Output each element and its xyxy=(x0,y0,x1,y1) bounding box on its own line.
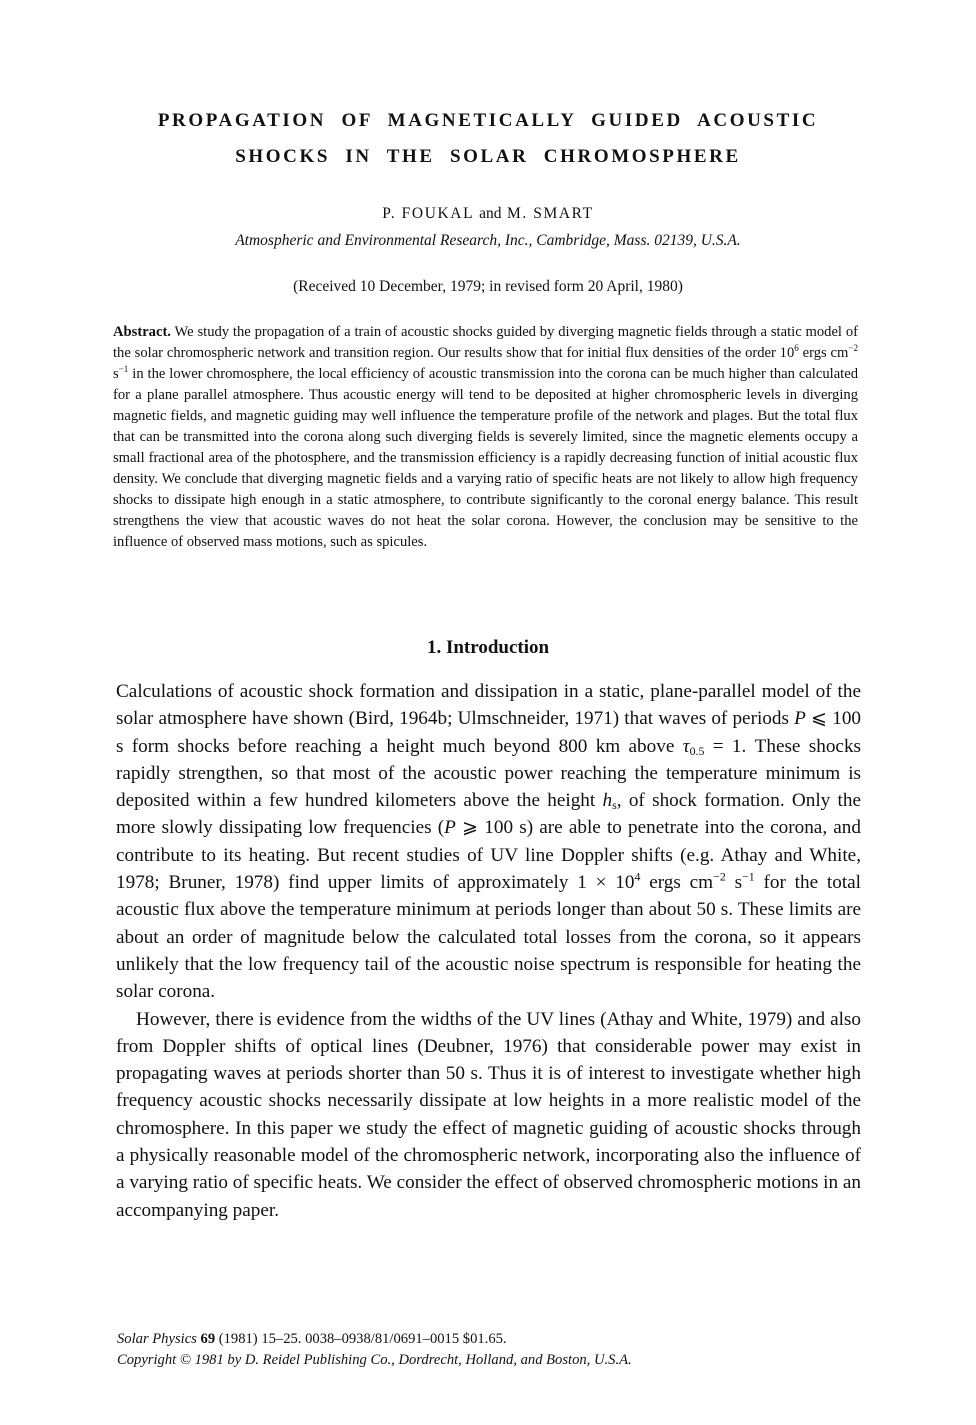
para1-text-d: , of shock formation. Only the more slowly dissipating low frequencies ( xyxy=(116,790,861,839)
para1-exp-c: −1 xyxy=(742,869,755,884)
para1-text-a: Calculations of acoustic shock formation and dissipation in a static, plane-parallel model of the solar atmosphere have shown (Bird, 1964b; Ulmschneider, 1971) that waves of periods xyxy=(116,681,861,730)
abstract-label: Abstract. xyxy=(113,324,171,340)
abstract xyxy=(113,322,858,553)
para1-text-g: s xyxy=(725,872,743,894)
height-symbol: h xyxy=(602,790,613,812)
affiliation: Atmospheric and Environmental Research, Inc., Cambridge, Mass. 02139, U.S.A. xyxy=(235,232,741,249)
para1-text-f: ergs cm xyxy=(640,872,714,894)
author-1: P. FOUKAL xyxy=(382,205,474,222)
journal-volume: 69 xyxy=(200,1331,216,1347)
abstract-text-4: in the lower chromosphere, the local efficiency of acoustic transmission into the corona can be much higher than calculated for a plane parallel atmosphere. Thus acoustic energy will tend to be deposited at higher chromospheric levels in diverging magnetic fields, and magnetic guiding may well influence the temperature profile of the network and plages. But the total flux that can be transmitted into the corona along such diverging fields is severely limited, since the magnetic elements occupy a small fractional area of the photosphere, and the transmission efficiency is a rapidly decreasing function of initial acoustic flux density. We conclude that diverging magnetic fields and a varying ratio of specific heats are not likely to allow high frequency shocks to dissipate high enough in a static atmosphere, to contribute significantly to the coronal energy balance. This result strengthens the view that acoustic waves do not heat the solar corona. However, the conclusion may be sensitive to the influence of observed mass motions, such as spicules. xyxy=(113,366,858,550)
paragraph-2: However, there is evidence from the widths of the UV lines (Athay and White, 1979) and also from Doppler shifts of optical lines (Deubner, 1976) that considerable power may exist in propagating waves at periods shorter than 50 s. Thus it is of interest to investigate whether high frequency acoustic shocks necessarily dissipate at low heights in a more realistic model of the chromosphere. In this paper we study the effect of magnetic guiding of acoustic shocks through a physically reasonable model of the chromospheric network, incorporating also the influence of a varying ratio of specific heats. We consider the effect of observed chromospheric motions in an accompanying paper. xyxy=(116,1008,861,1221)
body-text xyxy=(116,678,861,1224)
para1-text-e: ⩾ 100 s) are able to penetrate into the corona, and contribute to its heating. But recent studies of UV line Doppler shifts (e.g. Athay and White, 1978; Bruner, 1978) find upper limits of approximately 1 × 10 xyxy=(116,817,861,894)
footer xyxy=(117,1329,877,1371)
period-symbol: P xyxy=(794,708,806,730)
height-subscript: s xyxy=(612,798,617,813)
para1-exp-a: 4 xyxy=(634,869,641,884)
abstract-text-2: ergs cm xyxy=(798,345,849,361)
para1-text-c: = 1. These shocks rapidly strengthen, so that most of the acoustic power reaching the temperature minimum is deposited within a few hundred kilometers above the height xyxy=(116,735,862,812)
title-line-1: PROPAGATION OF MAGNETICALLY GUIDED ACOUSTIC xyxy=(157,110,819,131)
para1-text-b: ⩽ 100 s form shocks before reaching a height much beyond 800 km above xyxy=(116,708,862,757)
period-symbol-2: P xyxy=(444,817,456,839)
received-date: (Received 10 December, 1979; in revised form 20 April, 1980) xyxy=(293,278,683,295)
copyright: Copyright © 1981 by D. Reidel Publishing Co., Dordrecht, Holland, and Boston, U.S.A. xyxy=(117,1352,632,1368)
abstract-text-3: s xyxy=(113,366,119,382)
authors xyxy=(0,205,976,223)
para1-exp-b: −2 xyxy=(713,869,726,884)
citation-details: (1981) 15–25. 0038–0938/81/0691–0015 $01.65. xyxy=(215,1331,507,1347)
footer-citation xyxy=(117,1329,877,1350)
abstract-exp-1: 6 xyxy=(794,343,799,354)
abstract-exp-2: −2 xyxy=(848,343,858,354)
author-2: M. SMART xyxy=(506,205,594,222)
para1-text-h: for the total acoustic flux above the temperature minimum at periods longer than about 50 s. These limits are about an order of magnitude below the calculated total losses from the corona, so it appears unlikely that the low frequency tail of the acoustic noise spectrum is responsible for heating the solar corona. xyxy=(116,872,861,1003)
section-heading: 1. Introduction xyxy=(426,637,550,658)
author-conjunction: and xyxy=(479,205,502,222)
journal-name: Solar Physics xyxy=(117,1331,197,1347)
abstract-exp-3: −1 xyxy=(118,364,129,375)
tau-subscript: 0.5 xyxy=(689,743,705,758)
title-line-2: SHOCKS IN THE SOLAR CHROMOSPHERE xyxy=(235,146,741,167)
tau-symbol: τ xyxy=(682,735,690,757)
paragraph-1 xyxy=(116,678,861,1006)
abstract-text-1: We study the propagation of a train of acoustic shocks guided by diverging magnetic fields through a static model of the solar chromospheric network and transition region. Our results show that for initial flux densities of the order 10 xyxy=(113,324,858,361)
